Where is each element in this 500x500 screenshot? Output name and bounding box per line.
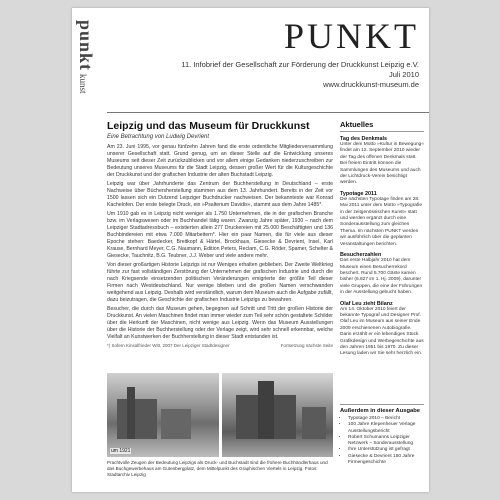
photo-caption: Prachtvolle Zeugen der Bedeutung Leipzigs als Druck- und Buchstadt sind die frühere Buchhändlerhaus und das Buchgewerbehaus am Gutenbergplatz, dem Mittelpunkt des Graphischen Viertels in Leipzig. Fotos: Stadtarchiv Leipzig: [107, 460, 328, 477]
sidebar-title: Aktuelles: [340, 120, 424, 132]
contents-item: • Giesecke & Devrient 150 Jahre Firmengeschichte: [348, 454, 424, 467]
sidebar-text: Am 14. Oktober 2010 feiert der bekannte Typograf und Designer Prof. Olaf Leu im Museum aus seiner Ende 2009 erschienenen Autobiografie. Darin erzählt er ein lebendiges Stück Grafikdesign und Werbegeschichte aus den Jahren 1951 bis 1970. Zu dieser Lesung laden wir Sie sehr herzlich ein.: [340, 306, 424, 357]
sidebar-text: Das erste Halbjahr 2010 hat dem Museum einen Besucherrekord beschert. Rund 5.700 Gäste kamen bisher (6.827 im 1. Hj. 2009), darunter viele Gruppen, die eine der Führungen in der Ausstellung gebucht haben.: [340, 258, 423, 296]
photo-strip: [107, 373, 333, 457]
article-paragraph: Leipzig war über Jahrhunderte das Zentrum der Buchherstellung in Deutschland – erste Nachweise über Büchersherstellung stammen aus dem 13. Jahrhundert. Bereits in der Zeit vor 1500 lassen sich ein Dutzend Leipziger Buchdrucker nachweisen. Der bekannteste war Konrad Kachelofen. Der erste belegte Druck, ein »Psalterium Davidis«, stammt aus dem Jahre 1485*.: [107, 181, 333, 208]
footnote: *) Sofern Kinsalfrieder Witt, 2007 Der Leipziger Stadtdesigner: [107, 343, 230, 348]
issue-date: Juli 2010: [388, 70, 419, 79]
masthead: [72, 16, 419, 90]
sidebar-text: Die nächsten Typotage finden am 28. Mai 2011 unter dem Motto »Typografie in der zeitgenössischen Kunst« statt und werden ergänzt durch eine Sonderausstellung zum gleichen Thema. Im nächsten PUNKT werden wir ausführlich über die geplanten Veranstaltungen berichten.: [340, 196, 423, 247]
newsletter-page: [72, 8, 429, 492]
contents-item: • 100 Jahre Klepenheuer Verlage Ausstellungsbericht: [348, 422, 424, 435]
sidebar-heading: Tag des Denkmals: [340, 136, 387, 142]
sidebar-text: Unter dem Motto »Kultur in Bewegung« findet am 12. September 2010 wieder der Tag des offenen Denkmals statt. Bei freiem Eintritt können die Sammlungen des Museums und auch der Lichtdruck-Verein besichtigt werden.: [340, 142, 424, 186]
article-headline: Leipzig und das Museum für Druckkunst: [107, 120, 310, 132]
contents-item: • Ihre Unterstützung ist gefragt: [348, 447, 424, 453]
contents-item: • Typotage 2010 – Bericht: [348, 416, 424, 422]
article-byline: Eine Betrachtung von Ludwig Devrient: [107, 134, 210, 140]
contents-box: [340, 404, 424, 466]
logo-big-text: punkt: [76, 20, 96, 72]
sidebar-heading: Besucherzahlen: [340, 252, 382, 259]
article-footer: [107, 343, 333, 348]
article-body: [107, 144, 333, 341]
newsletter-title: PUNKT: [283, 16, 419, 56]
continued-note: Fortsetzung nächste Seite: [280, 343, 333, 348]
sidebar-heading: Typotage 2011: [340, 190, 377, 197]
website-url: www.druckkunst-museum.de: [323, 80, 419, 89]
article-paragraph: Um 1910 gab es in Leipzig nicht weniger als 1.750 Unternehmen, die in der grafischen Branche bzw. im Verlagswesen oder im Buchhandel tätig waren. Zwanzig Jahre später, 1930 – nach dem Leipziger Stadtadressbuch – existierten allein 277 Druckereien mit 25.000 Beschäftigten und 136 Buchbindereien mit etwa 7.000 Mitarbeitern*. Hier ein paar Namen, die für viele aus dieser Epoche stehen: Baedecker, Breitkopf & Härtel, Brockhaus, Giesecke & Devrient, Insel, Karl Krause, Bernhard Meyer, C.G. Naumann, Edition Peters, Reclam, C.G. Röder, Spamer, Schelter & Giesecke, Tauchnitz, B.G. Teubner, J.J. Weber und viele andere mehr.: [107, 211, 333, 259]
photo-year-label: um 1921: [111, 448, 131, 454]
news-sidebar: [340, 120, 424, 358]
buchhaendlerhaus-photo: [107, 373, 219, 457]
buchgewerbehaus-photo: [222, 373, 334, 457]
article-paragraph: Besucher, die durch das Museum gehen, begegnen auf Schritt und Tritt der großen Historie der Druckkunst. An vielen Maschinen findet man immer wieder zum Teil sehr schön gestaltete Schilder über die Herkunft der Maschinen, nicht wenige aus Leipzig. Wenn das Museum Ausstellungen über die Historie der Buchherstellung oder der Verlage zeigt, wird sehr schnell erkennbar, welche Vielfalt an Kunstwerken der Buchherstellung in dieser Stadt entstanden ist.: [107, 306, 333, 340]
contents-list: [340, 416, 424, 466]
header-divider: [107, 112, 429, 113]
article-paragraph: Von dieser großartigen Historie Leipzigs ist nur Weniges erhalten geblieben. Der Zweite Weltkrieg führte zur fast vollständigen Zerstörung der Unternehmen der grafischen Industrie und durch die nach Kriegsende einsetzenden politischen Veränderungen emigrierte der größte Teil dieser Firmen nach Westdeutschland. Nur wenige blieben und die großen Namen verschwanden weitgehend aus Leipzig. Deshalb wird verständlich, warum dem Museum auch die Aufgabe zufällt, dazu beizutragen, die Geschichte der grafischen Industrie Leipzigs zu bewahren.: [107, 262, 333, 303]
sidebar-heading: Olaf Leu zieht Bilanz: [340, 300, 393, 307]
publisher-line: 11. Infobrief der Gesellschaft zur Förderung der Druckkunst Leipzig e.V.: [181, 60, 419, 69]
article-paragraph: Am 23. Juni 1995, vor genau fünfzehn Jahren fand die erste ordentliche Mitgliederversammlung unserer Gesellschaft statt. Grund genug, um an dieser Stelle auf die Entwicklung unseres Museums seit dieser Zeit zurückzublicken und vor allem einige Gedanken niederzuschreiben zur Bedeutung unseres Museums für die Stadt Leipzig, dessen großer Wert für die Kulturgeschichte der Druckkunst und der grafischen Industrie der alten Buchstadt Leipzig.: [107, 144, 333, 178]
contents-item: • Robert Schumanns Leipziger Netzwerk – Sonderausstellung: [348, 435, 424, 448]
main-article: [107, 120, 333, 348]
contents-title: Außerdem in dieser Ausgabe: [340, 408, 420, 414]
logo-small-text: kunst: [78, 74, 88, 94]
